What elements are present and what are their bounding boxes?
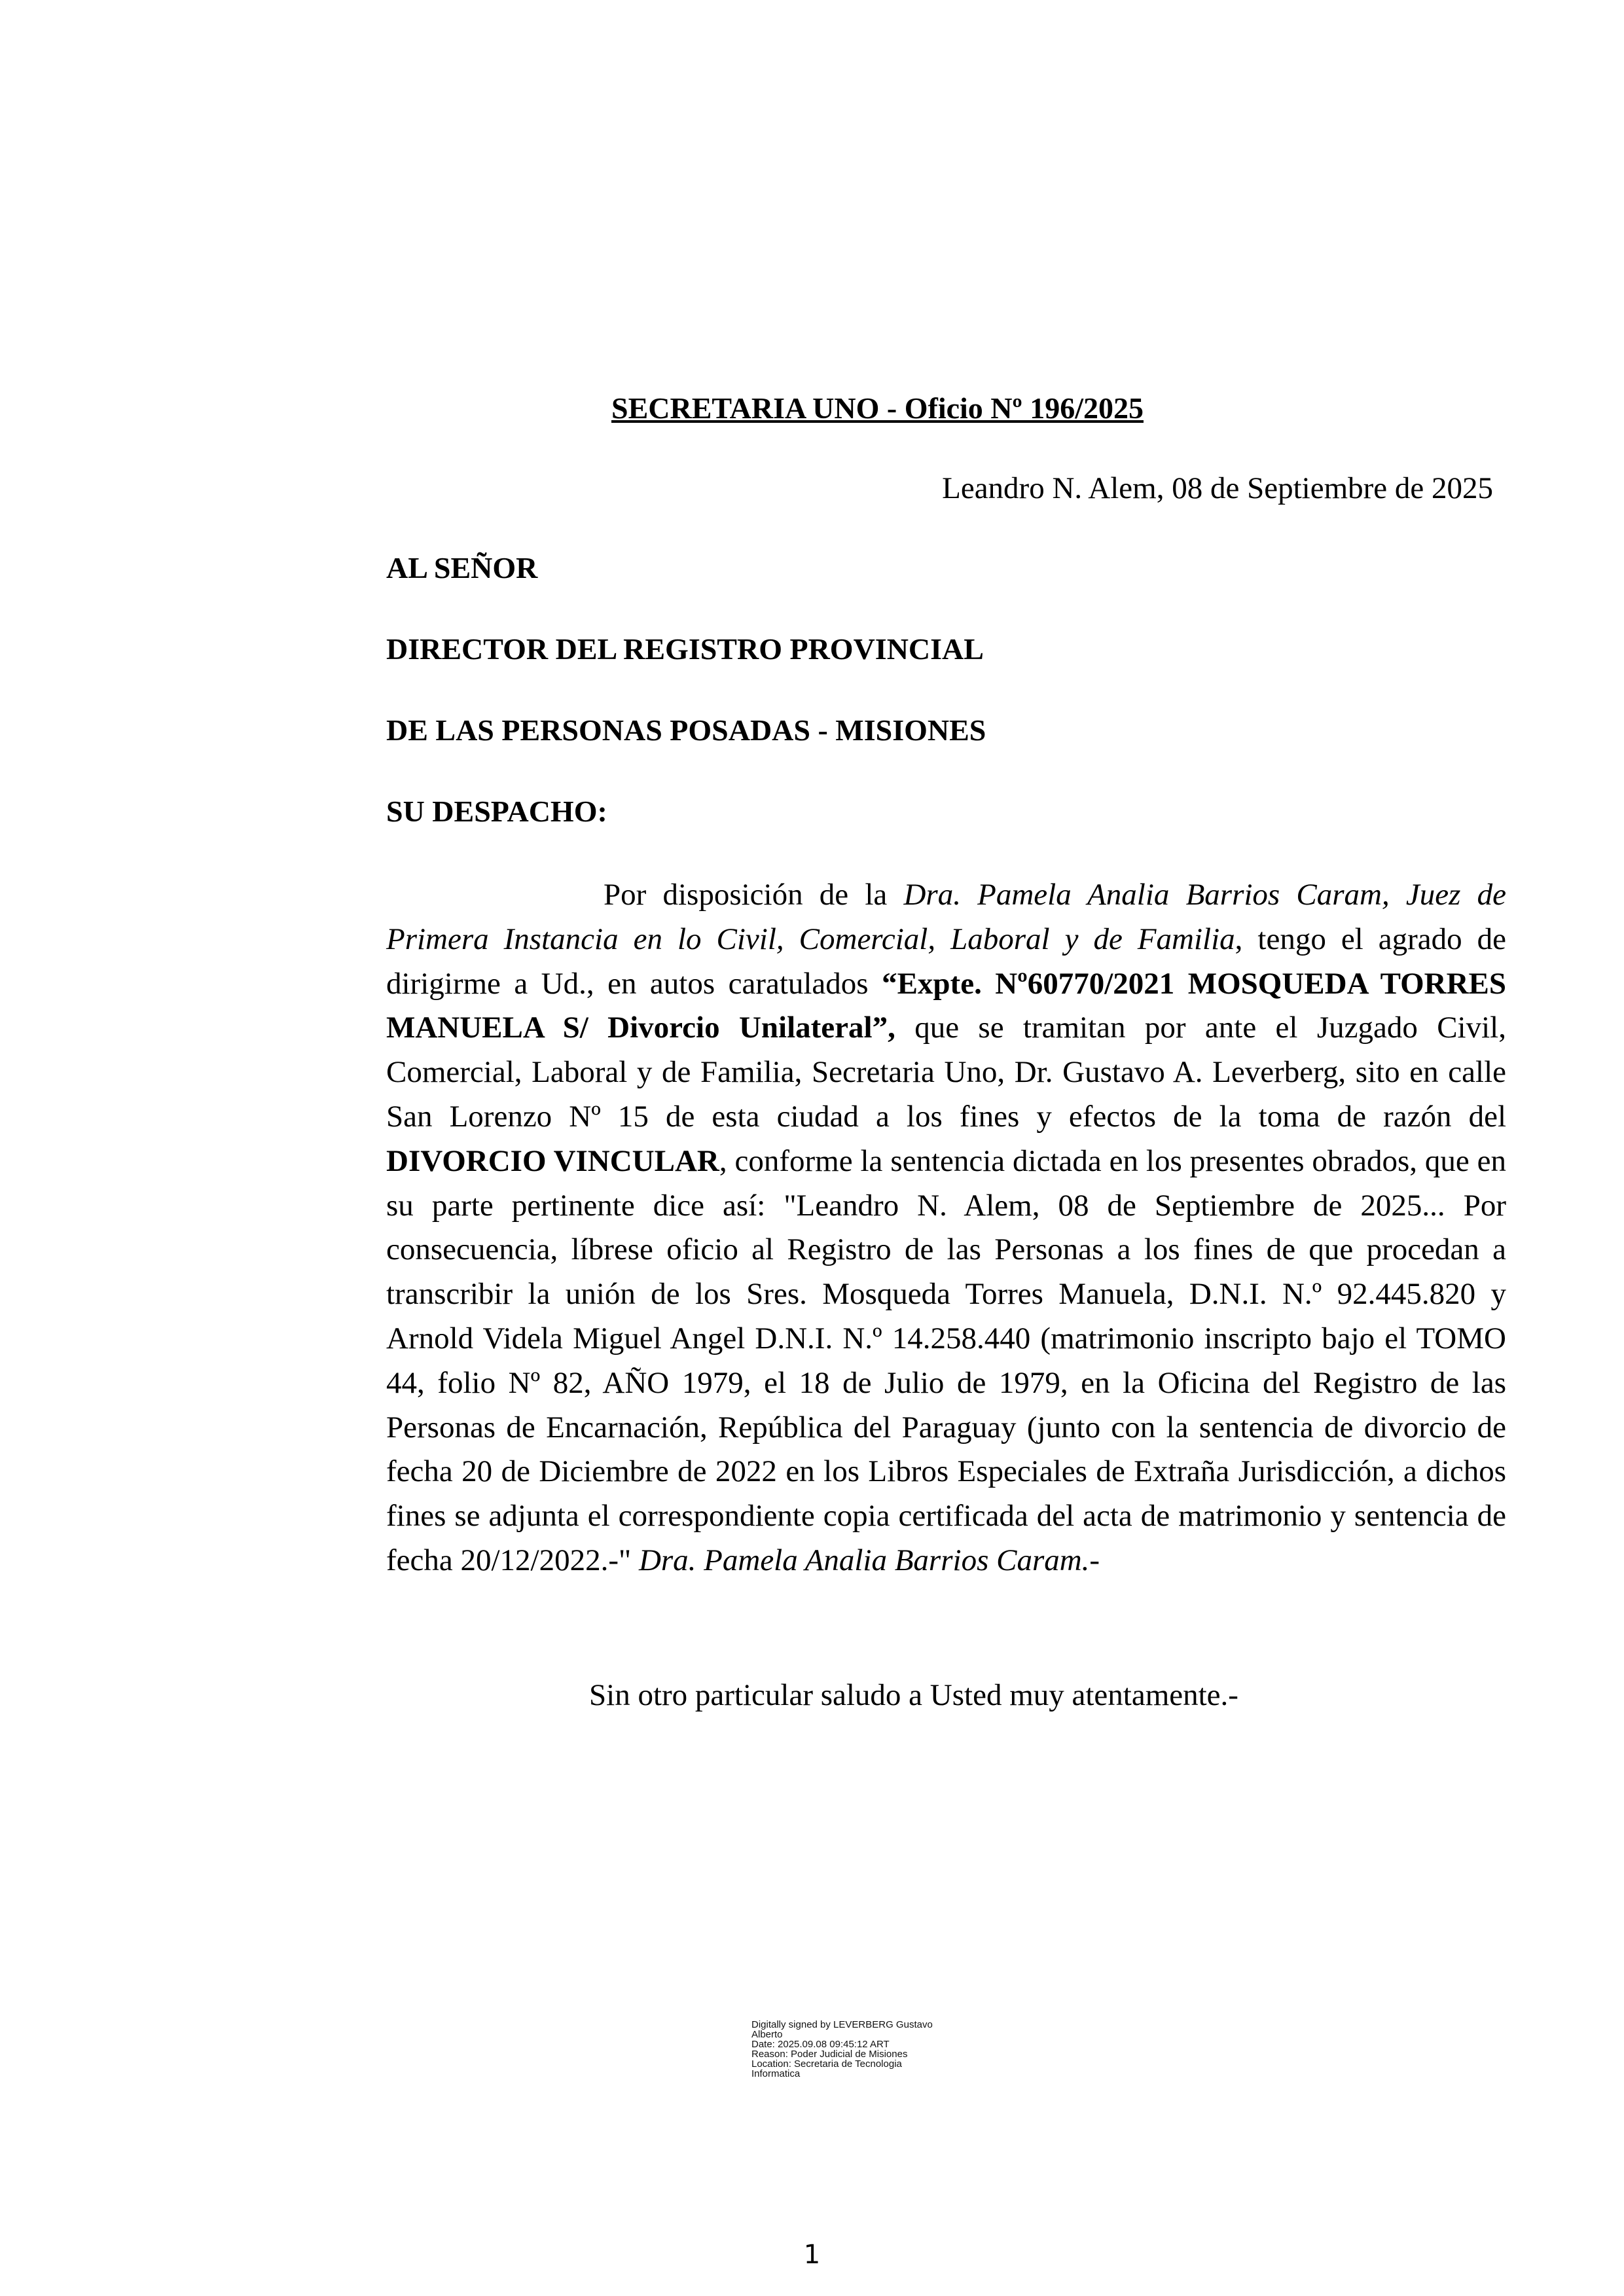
judge-name: Dra. Pamela Analia Barrios Caram, Juez de Primera Instancia en lo Civil, Comercial, Laboral y de Familia — [386, 878, 1507, 956]
addressee-line-1: AL SEÑOR — [386, 551, 538, 584]
closing-line: Sin otro particular saludo a Usted muy atentamente.- — [589, 1678, 1238, 1712]
signature-line: Digitally signed by LEVERBERG Gustavo — [751, 2019, 933, 2030]
signature-line: Date: 2025.09.08 09:45:12 ART — [751, 2039, 890, 2050]
signature-line: Alberto — [751, 2029, 783, 2040]
date-line: Leandro N. Alem, 08 de Septiembre de 2025 — [942, 471, 1493, 505]
body-text-1: Por disposición de la — [604, 878, 904, 912]
addressee-line-3: DE LAS PERSONAS POSADAS - MISIONES — [386, 713, 986, 747]
case-caption: “Expte. Nº60770/2021 MOSQUEDA TORRES MANUELA S/ Divorcio Unilateral”, — [386, 966, 1506, 1045]
body-text-3: que se tramitan por ante el Juzgado Civil, Comercial, Laboral y de Familia, Secretaria Uno, Dr. Gustavo A. Leverberg, sito en calle San Lorenzo Nº 15 de esta ciudad a los fines y efectos de la toma de razón del — [386, 1011, 1506, 1134]
signature-line: Reason: Poder Judicial de Misiones — [751, 2049, 908, 2060]
page-number: 1 — [803, 2240, 821, 2270]
body-text-4: , conforme la sentencia dictada en los presentes obrados, que en su parte pertinente dice así: "Leandro N. Alem, 08 de Septiembre de 2025... Por consecuencia, líbrese oficio al Registro de las Personas a los fines de que procedan a transcribir la unión de los Sres. Mosqueda Torres Manuela, D.N.I. N.º 92.445.820 y Arnold Videla Miguel Angel D.N.I. N.º 14.258.440 (matrimonio inscripto bajo el TOMO 44, folio Nº 82, AÑO 1979, el 18 de Julio de 1979, en la Oficina del Registro de las Personas de Encarnación, República del Paraguay (junto con la sentencia de divorcio de fecha 20 de Diciembre de 2022 en los Libros Especiales de Extraña Jurisdicción, a dichos fines se adjunta el correspondiente copia certificada del acta de matrimonio y sentencia de fecha 20/12/2022.-" — [386, 1143, 1506, 1577]
addressee-line-2: DIRECTOR DEL REGISTRO PROVINCIAL — [386, 632, 984, 666]
body-text-2: , tengo el agrado de dirigirme a Ud., en autos caratulados — [386, 922, 1506, 1001]
addressee-line-4: SU DESPACHO: — [386, 795, 607, 828]
signature-line: Location: Secretaria de Tecnologia — [751, 2058, 902, 2070]
body-paragraph — [386, 873, 1506, 1583]
digital-signature-block — [751, 2020, 974, 2079]
divorce-vincular: DIVORCIO VINCULAR — [386, 1143, 719, 1178]
signature-line: Informatica — [751, 2068, 801, 2079]
document-title: SECRETARIA UNO - Oficio Nº 196/2025 — [611, 391, 1144, 425]
signer-name: Dra. Pamela Analia Barrios Caram.- — [638, 1543, 1100, 1577]
